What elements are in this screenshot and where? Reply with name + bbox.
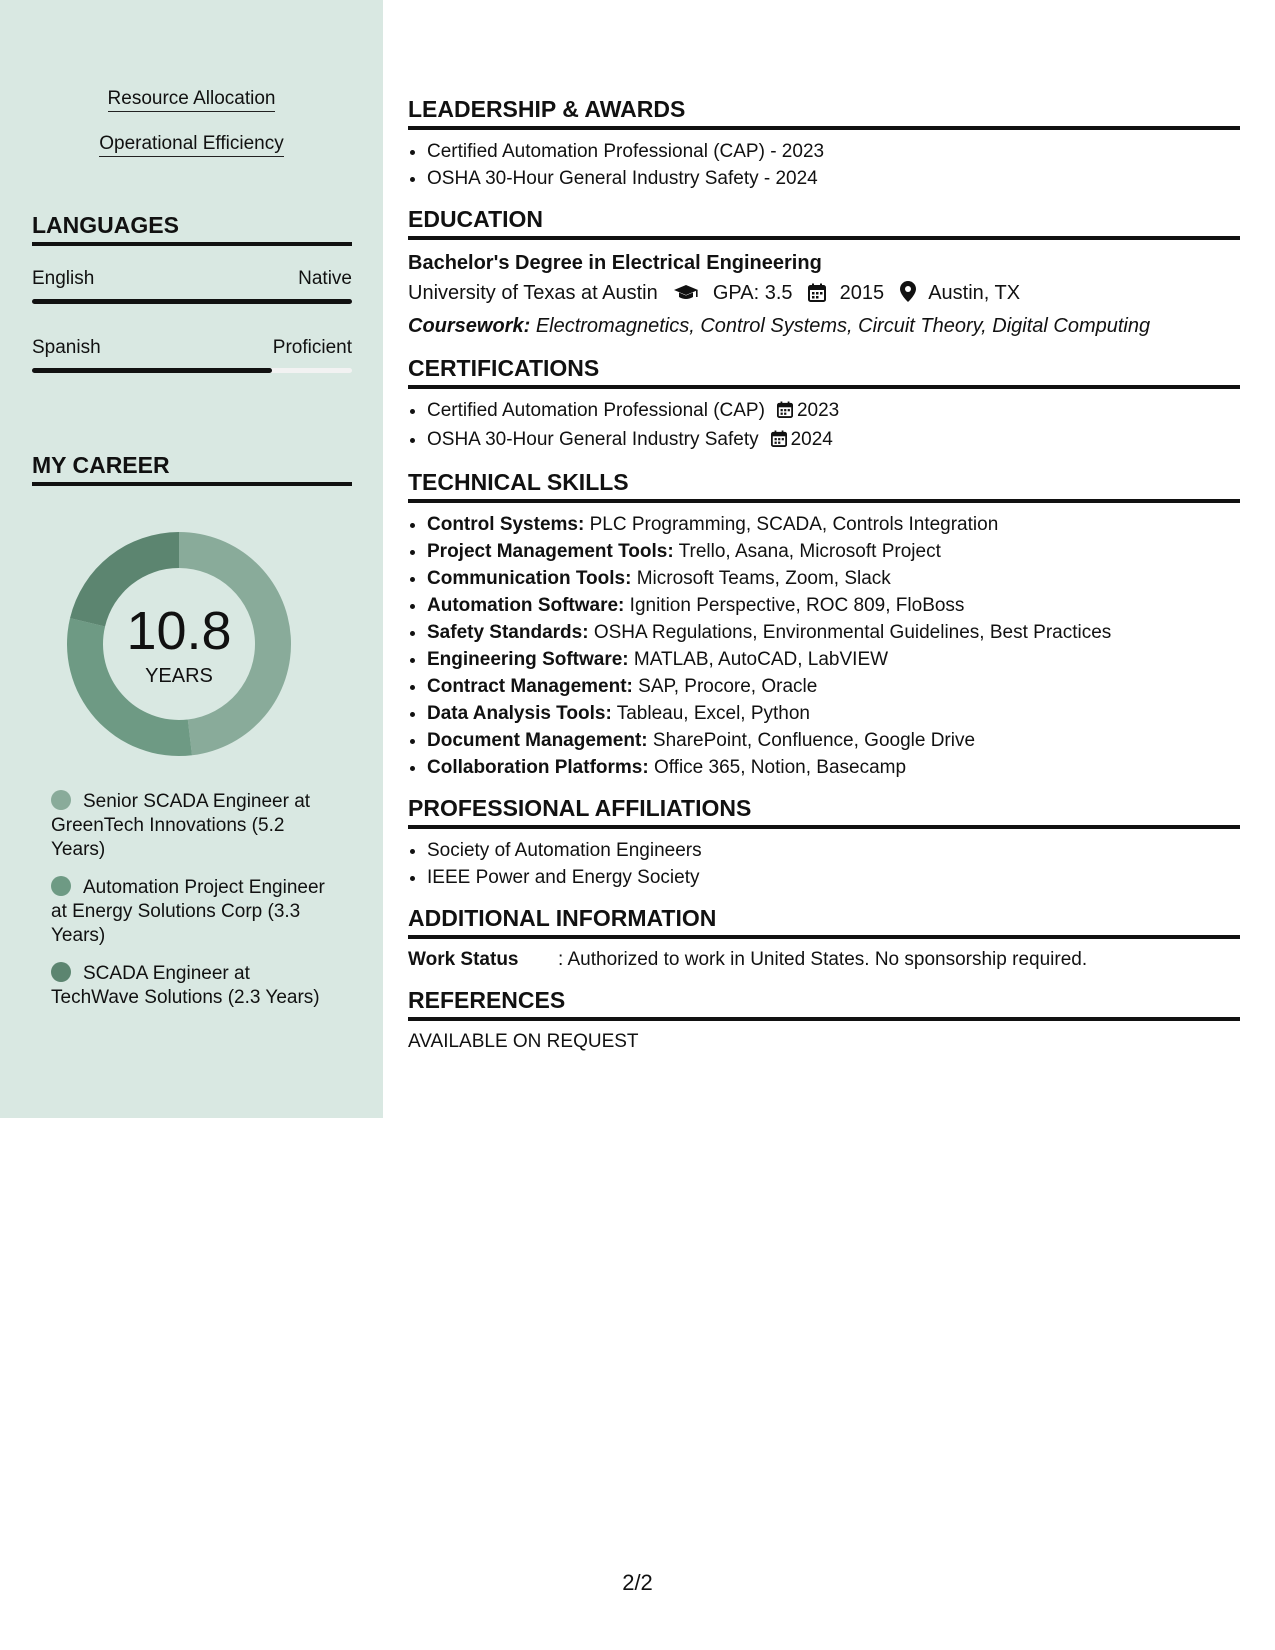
graduation-cap-icon <box>673 281 699 311</box>
calendar-icon <box>808 281 826 311</box>
legend-dot <box>51 962 71 982</box>
additional-heading: ADDITIONAL INFORMATION <box>408 905 1240 939</box>
career-donut <box>66 531 292 757</box>
language-bar <box>32 368 352 373</box>
language-level: Native <box>298 268 352 289</box>
language-level: Proficient <box>272 337 352 358</box>
references-text: AVAILABLE ON REQUEST <box>408 1031 639 1052</box>
list-item: • Safety Standards: OSHA Regulations, Environmental Guidelines, Best Practices <box>427 619 1240 646</box>
career-item: Automation Project Engineer at Energy Solutions Corp (3.3 Years) <box>51 877 325 946</box>
list-item: • Control Systems: PLC Programming, SCADA, Controls Integration <box>427 511 1240 538</box>
coursework: Coursework: Electromagnetics, Control Systems, Circuit Theory, Digital Computing <box>408 315 1151 337</box>
graduation-year: 2015 <box>839 282 885 304</box>
languages-heading: LANGUAGES <box>32 212 352 246</box>
education-details <box>408 278 1240 311</box>
skills-section <box>408 469 1240 781</box>
list-item: • Society of Automation Engineers <box>427 837 1240 864</box>
references-section <box>408 987 1240 1055</box>
list-item: • Certified Automation Professional (CAP) 2023 <box>427 397 1240 426</box>
list-item: • OSHA 30-Hour General Industry Safety - 2024 <box>427 165 1240 192</box>
school-name: University of Texas at Austin <box>408 282 658 304</box>
language-row <box>32 268 352 290</box>
list-item: • Certified Automation Professional (CAP) - 2023 <box>427 138 1240 165</box>
work-status: Work Status : Authorized to work in United States. No sponsorship required. <box>408 949 1088 970</box>
language-bar-fill <box>32 368 272 373</box>
sidebar <box>0 0 383 1118</box>
list-item: • Engineering Software: MATLAB, AutoCAD, LabVIEW <box>427 646 1240 673</box>
page-number: 2/2 <box>622 1570 653 1595</box>
language-name: English <box>32 268 95 289</box>
career-unit: YEARS <box>145 665 213 687</box>
skill-tag: Resource Allocation <box>0 88 383 110</box>
list-item: • Document Management: SharePoint, Confluence, Google Drive <box>427 727 1240 754</box>
list-item: • Contract Management: SAP, Procore, Oracle <box>427 673 1240 700</box>
list-item: • IEEE Power and Energy Society <box>427 864 1240 891</box>
education-section <box>408 206 1240 341</box>
certifications-section <box>408 355 1240 455</box>
affiliations-heading: PROFESSIONAL AFFILIATIONS <box>408 795 1240 829</box>
career-item: SCADA Engineer at TechWave Solutions (2.3 Years) <box>51 963 320 1008</box>
career-total: 10.8 <box>126 601 232 661</box>
list-item: • Collaboration Platforms: Office 365, Notion, Basecamp <box>427 754 1240 781</box>
leadership-section <box>408 96 1240 192</box>
main-content <box>408 96 1240 1069</box>
gpa: GPA: 3.5 <box>712 282 793 304</box>
career-heading: MY CAREER <box>32 452 352 486</box>
school-location: Austin, TX <box>928 282 1021 304</box>
list-item: • Communication Tools: Microsoft Teams, Zoom, Slack <box>427 565 1240 592</box>
leadership-heading: LEADERSHIP & AWARDS <box>408 96 1240 130</box>
language-name: Spanish <box>32 337 101 358</box>
skill-tag: Operational Efficiency <box>0 133 383 155</box>
language-bar-fill <box>32 299 352 304</box>
calendar-icon <box>777 399 793 426</box>
affiliations-section <box>408 795 1240 891</box>
list-item: • OSHA 30-Hour General Industry Safety 2024 <box>427 426 1240 455</box>
list-item: • Automation Software: Ignition Perspective, ROC 809, FloBoss <box>427 592 1240 619</box>
career-item: Senior SCADA Engineer at GreenTech Innovations (5.2 Years) <box>51 791 311 860</box>
education-heading: EDUCATION <box>408 206 1240 240</box>
certifications-heading: CERTIFICATIONS <box>408 355 1240 389</box>
list-item: • Project Management Tools: Trello, Asana, Microsoft Project <box>427 538 1240 565</box>
skills-heading: TECHNICAL SKILLS <box>408 469 1240 503</box>
language-bar <box>32 299 352 304</box>
legend-dot <box>51 790 71 810</box>
calendar-icon <box>771 428 787 455</box>
degree-title: Bachelor's Degree in Electrical Engineering <box>408 252 822 274</box>
additional-section <box>408 905 1240 973</box>
career-list <box>51 790 341 1024</box>
references-heading: REFERENCES <box>408 987 1240 1021</box>
list-item: • Data Analysis Tools: Tableau, Excel, Python <box>427 700 1240 727</box>
legend-dot <box>51 876 71 896</box>
location-pin-icon <box>900 281 916 311</box>
language-row <box>32 337 352 359</box>
